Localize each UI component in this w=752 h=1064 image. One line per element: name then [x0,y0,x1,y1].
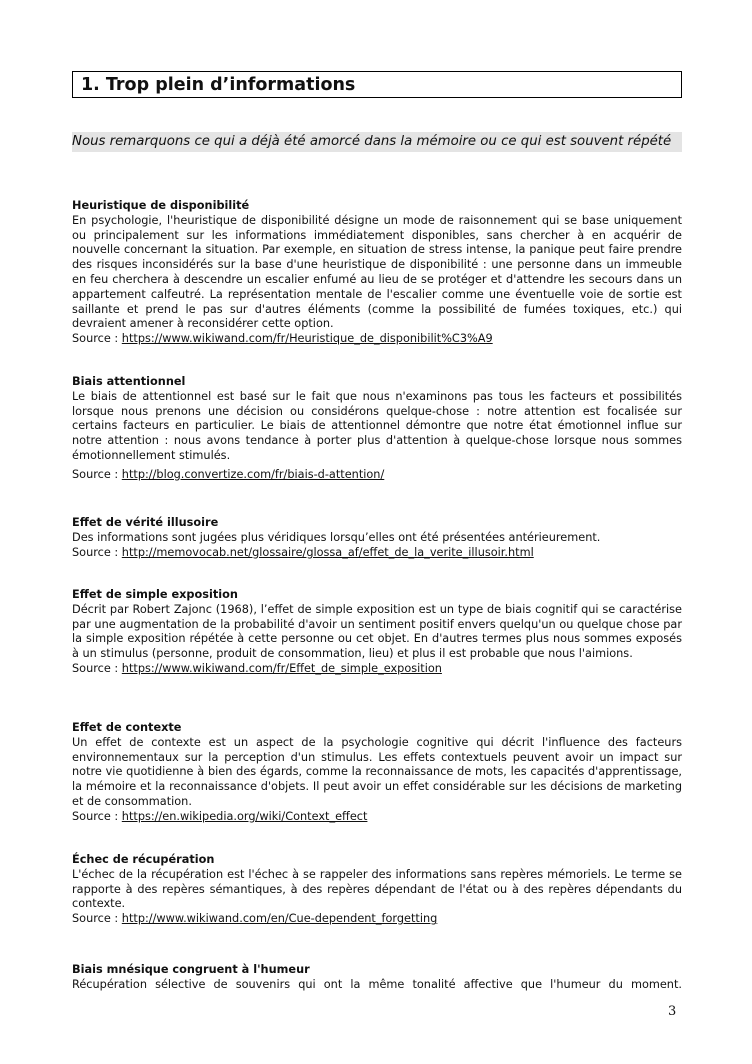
source-link[interactable]: http://memovocab.net/glossaire/glossa_af/effet_de_la_verite_illusoir.html [121,545,534,559]
bias-title: Échec de récupération [72,853,215,866]
bias-source [72,662,682,677]
source-label: Source : [72,809,122,823]
bias-entry [72,199,682,347]
bias-title: Effet de simple exposition [72,588,238,601]
bias-source [72,546,682,561]
source-label: Source : [72,661,122,675]
bias-entry [72,588,682,677]
bias-entry [72,721,682,825]
bias-source [72,332,682,347]
bias-entry [72,516,682,560]
source-link[interactable]: http://www.wikiwand.com/en/Cue-dependent_forgetting [121,912,438,926]
bias-title: Effet de contexte [72,721,182,734]
bias-entry [72,375,682,483]
document-page [72,71,682,991]
bias-source [72,912,682,927]
source-label: Source : [72,912,122,926]
bias-title: Heuristique de disponibilité [72,199,250,212]
bias-description: Le biais de attentionnel est basé sur le fait que nous n'examinons pas tous les facteurs et possibilités lorsque nous prenons une décision ou considérons quelque-chose : notre attention est focalisée sur certains facteurs en particulier. Le biais de attentionnel démontre que notre état émotionnel influe sur notre attention : nous avons tendance à porter plus d'attention à quelque-chose lorsque nous sommes émotionnellement stimulés. [72,389,682,462]
source-link[interactable]: http://blog.convertize.com/fr/biais-d-attention/ [121,467,385,481]
section-intro-banner: Nous remarquons ce qui a déjà été amorcé dans la mémoire ou ce qui est souvent répété [72,132,682,152]
bias-source [72,810,682,825]
source-label: Source : [72,545,122,559]
bias-title: Biais attentionnel [72,375,186,388]
bias-entry [72,963,682,993]
source-link[interactable]: https://www.wikiwand.com/fr/Effet_de_simple_exposition [121,661,442,675]
section-heading: 1. Trop plein d’informations [72,71,682,98]
bias-description: Décrit par Robert Zajonc (1968), l’effet de simple exposition est un type de biais cognitif qui se caractérise par une augmentation de la probabilité d'avoir un sentiment positif envers quelqu'un ou quelque chose par la simple exposition répétée à cette personne ou cet objet. En d'autres termes plus nous sommes exposés à un stimulus (personne, produit de consommation, lieu) et plus il est probable que nous l'aimions. [72,602,682,661]
source-link[interactable]: https://en.wikipedia.org/wiki/Context_effect [121,809,368,823]
bias-description: Des informations sont jugées plus véridiques lorsqu’elles ont été présentées antérieurement. [72,530,601,544]
bias-description: Un effet de contexte est un aspect de la psychologie cognitive qui décrit l'influence des facteurs environnementaux sur la perception d'un stimulus. Les effets contextuels peuvent avoir un impact sur notre vie quotidienne à bien des égards, comme la reconnaissance de mots, les capacités d'apprentissage, la mémoire et la reconnaissance d'objets. Il peut avoir un effet considérable sur les décisions de marketing et de consommation. [72,735,682,808]
bias-title: Biais mnésique congruent à l'humeur [72,963,310,976]
bias-description: En psychologie, l'heuristique de disponibilité désigne un mode de raisonnement qui se base uniquement ou principalement sur les informations immédiatement disponibles, sans chercher à en acquérir de nouvelle concernant la situation. Par exemple, en situation de stress intense, la panique peut faire prendre des risques inconsidérés sur la base d'une heuristique de disponibilité : une personne dans un immeuble en feu cherchera à descendre un escalier enfumé au lieu de se protéger et d'attendre les secours dans un appartement calfeutré. La représentation mentale de l'escalier comme une éventuelle voie de sortie est saillante et prend le pas sur d'autres éléments (comme la possibilité de fumées toxiques, etc.) qui devraient amener à reconsidérer cette option. [72,213,682,331]
bias-source [72,468,682,483]
source-link[interactable]: https://www.wikiwand.com/fr/Heuristique_de_disponibilit%C3%A9 [121,332,493,346]
source-label: Source : [72,332,122,346]
bias-description: L'échec de la récupération est l'échec à se rappeler des informations sans repères mémoriels. Le terme se rapporte à des repères sémantiques, à des repères dépendant de l'état ou à des repères dépendants du contexte. [72,867,682,911]
bias-title: Effet de vérité illusoire [72,516,219,529]
bias-entry [72,853,682,927]
page-number: 3 [668,1004,677,1019]
bias-description: Récupération sélective de souvenirs qui ont la même tonalité affective que l'humeur du moment. [72,977,682,991]
source-label: Source : [72,467,122,481]
